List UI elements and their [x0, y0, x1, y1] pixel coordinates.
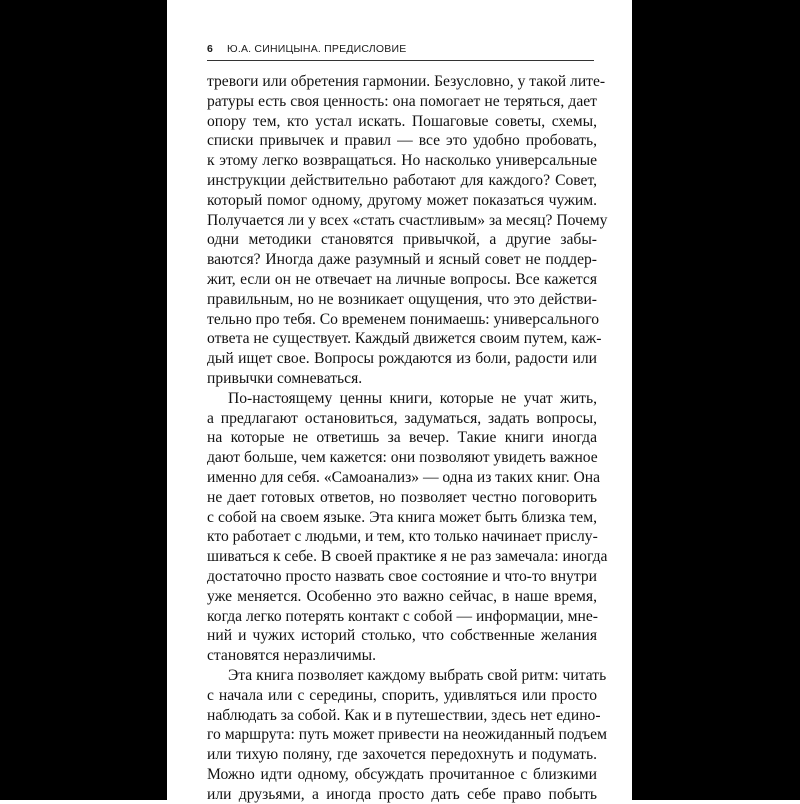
text-line: достаточно просто назвать свое состояние и что-то внутри [207, 567, 597, 585]
text-line: ний и чужих историй столько, что собственные желания [207, 627, 597, 645]
text-line: Эта книга позволяет каждому выбрать свой ритм: читать [228, 666, 607, 684]
text-line: ответа не существует. Каждый движется своим путем, каж- [207, 330, 602, 348]
text-line: ваются? Иногда даже разумный и ясный совет не поддер- [207, 251, 597, 269]
header-rule [207, 60, 594, 61]
left-black-margin [0, 0, 167, 800]
body-text [207, 72, 608, 804]
text-line: с собой на своем языке. Эта книга может быть близка тем, [207, 508, 597, 526]
text-line: ратуры есть своя ценность: она помогает не теряться, дает [207, 92, 597, 110]
text-line: По-настоящему ценны книги, которые не учат жить, [228, 389, 597, 407]
text-line: тревоги или обретения гармонии. Безусловно, у такой лите- [207, 73, 606, 90]
text-line: тельно про тебя. Со временем понимаешь: универсального [207, 310, 600, 328]
text-line: опору тем, кто устал искать. Пошаговые советы, схемы, [207, 112, 597, 130]
text-line: Получается ли у всех «стать счастливым» за месяц? Почему [207, 211, 608, 229]
text-line: правильным, но не возникает ощущения, что это действи- [207, 290, 597, 308]
text-line: на которые не ответишь за вечер. Такие книги иногда [207, 429, 597, 447]
text-line: дают больше, чем кажется: они позволяют увидеть важное [207, 449, 598, 467]
text-line: Можно идти одному, обсуждать прочитанное с близкими [207, 765, 597, 783]
text-line: дый ищет свое. Вопросы рождаются из боли, радости или [207, 350, 597, 368]
text-line: жит, если он не отвечает на личные вопросы. Все кажется [207, 270, 597, 288]
text-line: который помог одному, другому может показаться чужим. [207, 191, 597, 209]
text-line: или тихую поляну, где захочется передохнуть и подумать. [207, 746, 597, 764]
text-line: к этому легко возвращаться. Но насколько универсальные [207, 152, 597, 170]
text-line: не дает готовых ответов, но позволяет честно поговорить [207, 488, 597, 506]
text-line: становятся неразличимы. [207, 647, 377, 665]
text-line: с начала или с середины, спорить, удивляться или просто [207, 686, 597, 704]
right-black-margin [632, 0, 800, 800]
text-line: когда легко потерять контакт с собой — информации, мне- [207, 607, 598, 625]
text-line: уже меняется. Особенно это важно сейчас, в наше время, [207, 587, 597, 605]
text-line: шиваться к себе. В своей практике я не раз замечала: иногда [207, 548, 608, 566]
book-page [167, 0, 632, 803]
text-line: го маршрута: путь может привести на неожиданный подъем [207, 726, 607, 744]
text-line: наблюдать за собой. Как и в путешествии, здесь нет едино- [207, 706, 601, 724]
page-number: 6 [207, 43, 214, 55]
text-line: или друзьями, а иногда просто дать себе право побыть [207, 785, 597, 803]
text-line: привычки сомневаться. [207, 369, 363, 387]
running-header [207, 43, 406, 55]
text-line: списки привычек и правил — все это удобно пробовать, [207, 132, 597, 150]
running-title: Ю.А. СИНИЦЫНА. ПРЕДИСЛОВИЕ [227, 43, 407, 55]
text-line: инструкции действительно работают для каждого? Совет, [207, 171, 597, 189]
text-line: а предлагают остановиться, задуматься, задать вопросы, [207, 409, 597, 427]
text-line: именно для себя. «Самоанализ» — одна из таких книг. Она [207, 468, 601, 486]
text-line: кто работает с людьми, и тем, кто только начинает прислу- [207, 528, 598, 546]
text-line: одни методики становятся привычкой, а другие забы- [207, 231, 597, 249]
